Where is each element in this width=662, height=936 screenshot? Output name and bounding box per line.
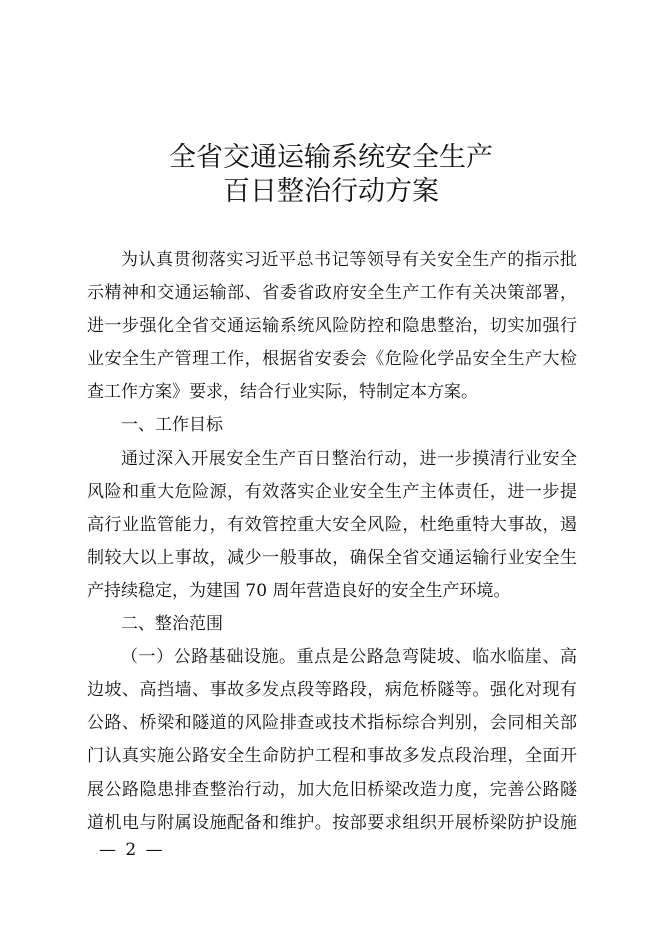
document-title-line-1: 全省交通运输系统安全生产: [169, 142, 493, 173]
section-1-heading: 一、工作目标: [121, 415, 223, 436]
section-2-line: 道机电与附属设施配备和维护。按部要求组织开展桥梁防护设施: [87, 812, 577, 833]
section-1-line: 产持续稳定，为建国 70 周年营造良好的安全生产环境。: [87, 580, 511, 601]
section-2-line: （一）公路基础设施。重点是公路急弯陡坡、临水临崖、高: [121, 647, 577, 668]
section-2-line: 公路、桥梁和隧道的风险排查或技术指标综合判别，会同相关部: [87, 713, 577, 734]
intro-line: 业安全生产管理工作，根据省安委会《危险化学品安全生产大检: [87, 349, 577, 370]
section-1-line: 制较大以上事故，减少一般事故，确保全省交通运输行业安全生: [87, 547, 577, 568]
intro-line: 为认真贯彻落实习近平总书记等领导有关安全生产的指示批: [121, 250, 577, 270]
section-1-line: 高行业监管能力，有效管控重大安全风险，杜绝重特大事故，遏: [87, 514, 577, 535]
section-2-line: 门认真实施公路安全生命防护工程和事故多发点段治理，全面开: [87, 746, 577, 767]
intro-line: 示精神和交通运输部、省委省政府安全生产工作有关决策部署，: [87, 283, 577, 304]
section-1-line: 风险和重大危险源，有效落实企业安全生产主体责任，进一步提: [87, 481, 577, 502]
section-2-heading: 二、整治范围: [121, 614, 223, 635]
section-2-line: 边坡、高挡墙、事故多发点段等路段，病危桥隧等。强化对现有: [87, 680, 577, 701]
intro-line: 进一步强化全省交通运输系统风险防控和隐患整治，切实加强行: [87, 316, 577, 337]
page-number: — 2 —: [99, 840, 165, 860]
intro-line: 查工作方案》要求，结合行业实际，特制定本方案。: [87, 382, 478, 403]
section-2-line: 展公路隐患排查整治行动，加大危旧桥梁改造力度，完善公路隧: [87, 779, 577, 800]
section-1-line: 通过深入开展安全生产百日整治行动，进一步摸清行业安全: [121, 448, 577, 469]
document-title-line-2: 百日整治行动方案: [223, 176, 439, 207]
document-body: [87, 244, 577, 840]
